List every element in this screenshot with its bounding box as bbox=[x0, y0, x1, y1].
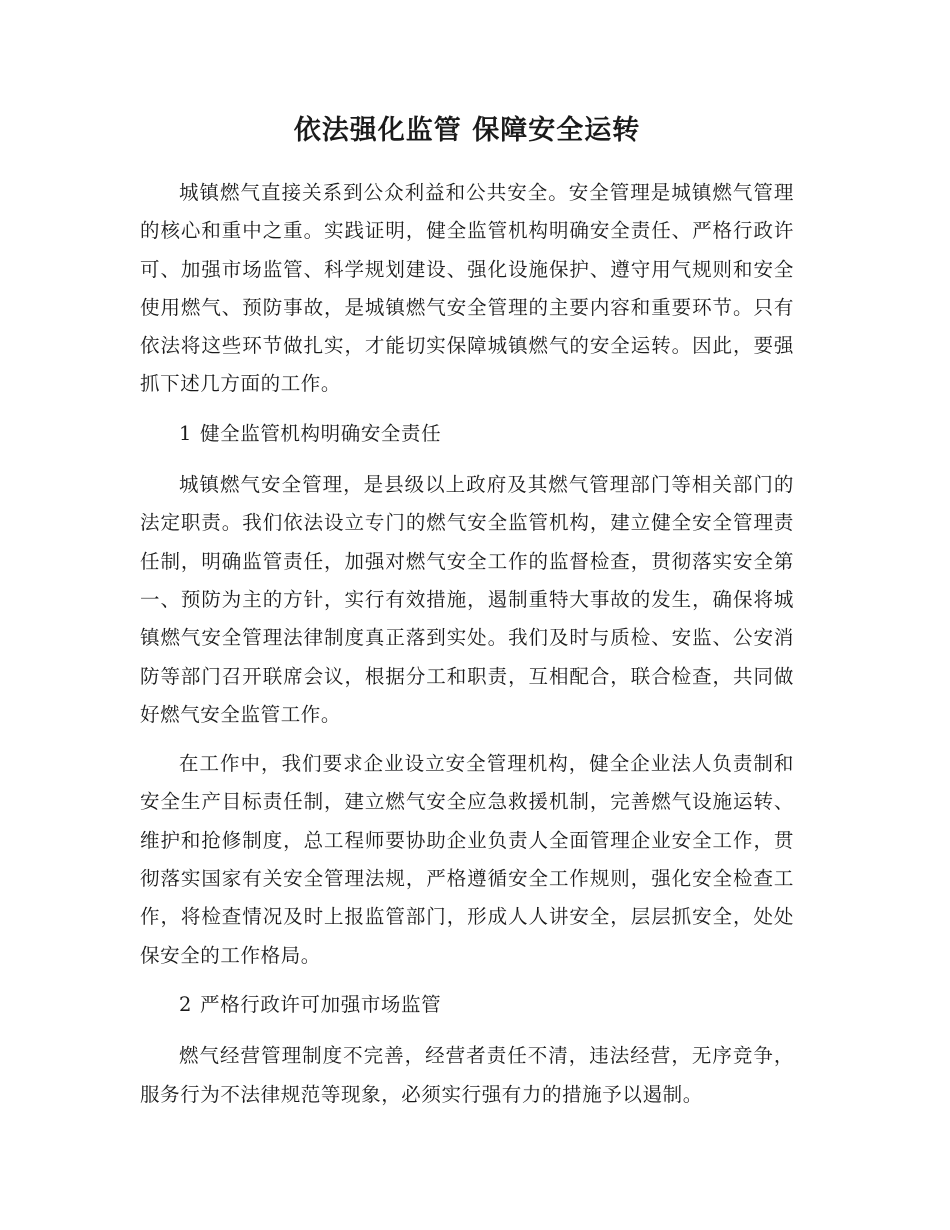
document-page bbox=[140, 108, 794, 1125]
section-heading bbox=[140, 415, 794, 453]
section-number: 2 bbox=[179, 992, 193, 1016]
section-number: 1 bbox=[179, 421, 193, 445]
section-heading bbox=[140, 986, 794, 1024]
body-paragraph: 城镇燃气安全管理，是县级以上政府及其燃气管理部门等相关部门的法定职责。我们依法设立专门的燃气安全监管机构，建立健全安全管理责任制，明确监管责任，加强对燃气安全工作的监督检查，贯彻落实安全第一、预防为主的方针，实行有效措施，遏制重特大事故的发生，确保将城镇燃气安全管理法律制度真正落到实处。我们及时与质检、安监、公安消防等部门召开联席会议，根据分工和职责，互相配合，联合检查，共同做好燃气安全监管工作。 bbox=[140, 473, 794, 726]
document-title: 依法强化监管 保障安全运转 bbox=[293, 115, 641, 146]
section-heading-text: 严格行政许可加强市场监管 bbox=[200, 992, 442, 1016]
section-heading-text: 健全监管机构明确安全责任 bbox=[200, 421, 442, 445]
intro-paragraph: 城镇燃气直接关系到公众利益和公共安全。安全管理是城镇燃气管理的核心和重中之重。实践证明，健全监管机构明确安全责任、严格行政许可、加强市场监管、科学规划建设、强化设施保护、遵守用气规则和安全使用燃气、预防事故，是城镇燃气安全管理的主要内容和重要环节。只有依法将这些环节做扎实，才能切实保障城镇燃气的安全运转。因此，要强抓下述几方面的工作。 bbox=[140, 181, 794, 396]
body-paragraph: 在工作中，我们要求企业设立安全管理机构，健全企业法人负责制和安全生产目标责任制，建立燃气安全应急救援机制，完善燃气设施运转、维护和抢修制度，总工程师要协助企业负责人全面管理企业安全工作，贯彻落实国家有关安全管理法规，严格遵循安全工作规则，强化安全检查工作，将检查情况及时上报监管部门，形成人人讲安全，层层抓安全，处处保安全的工作格局。 bbox=[140, 752, 794, 967]
body-paragraph: 燃气经营管理制度不完善，经营者责任不清，违法经营，无序竞争，服务行为不法律规范等现象，必须实行强有力的措施予以遏制。 bbox=[140, 1044, 794, 1106]
